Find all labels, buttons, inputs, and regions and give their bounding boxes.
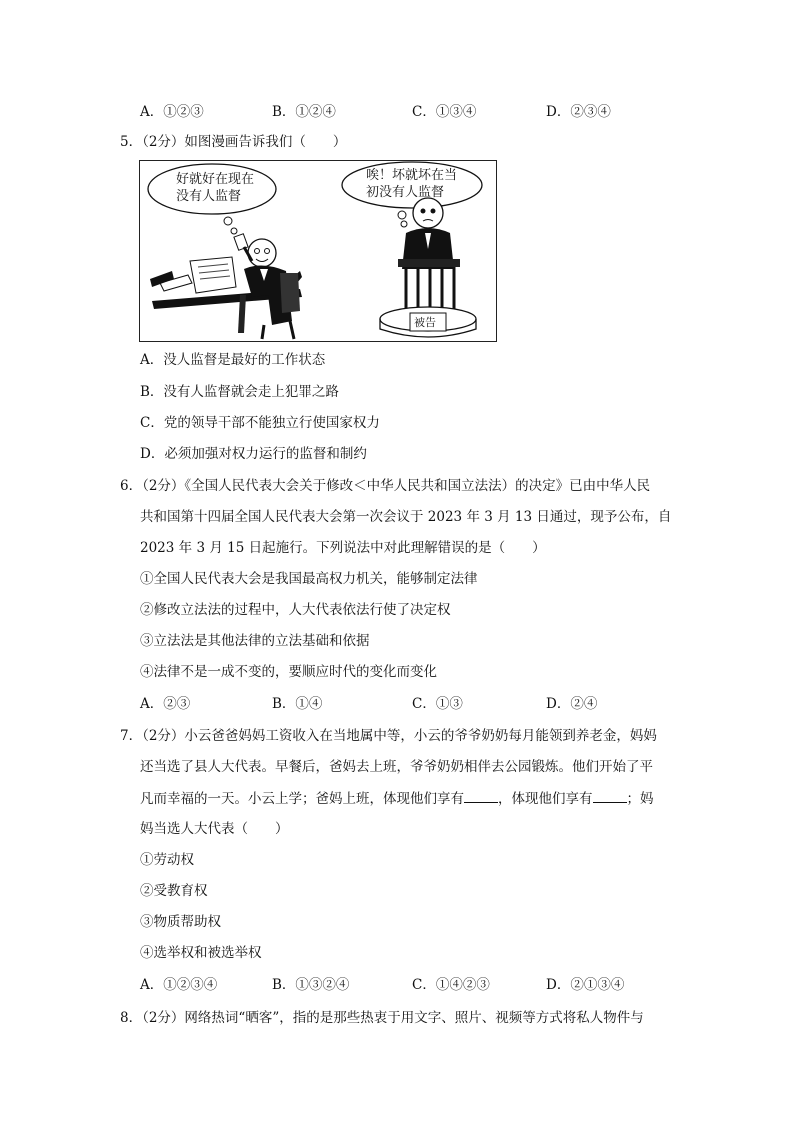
q6-options bbox=[140, 694, 700, 714]
left-bubble-line-2: 没有人监督 bbox=[176, 189, 242, 204]
q7-item-3: ③物质帮助权 bbox=[140, 914, 221, 930]
q7-options bbox=[140, 975, 700, 995]
right-bubble-line-2: 初没有人监督 bbox=[366, 185, 445, 200]
q7-stem-part-3: ；妈 bbox=[626, 791, 654, 807]
q6-item-4: ④法律不是一成不变的，要顺应时代的变化而变化 bbox=[140, 664, 437, 680]
q6-option-a: A．②③ bbox=[140, 696, 191, 712]
defendant-sign: 被告 bbox=[414, 316, 436, 329]
q6-option-c: C．①③ bbox=[412, 696, 463, 712]
q5-stem: 5．（2分）如图漫画告诉我们（ ） bbox=[120, 134, 347, 150]
right-bubble-line-1: 唉！坏就坏在当 bbox=[366, 168, 458, 183]
q7-option-b: B．①③②④ bbox=[272, 977, 350, 993]
q7-stem-line-4: 妈当选人大代表（ ） bbox=[140, 821, 289, 837]
q7-option-d: D．②①③④ bbox=[546, 977, 625, 993]
q6-option-d: D．②④ bbox=[546, 696, 598, 712]
q4-option-d: D．②③④ bbox=[546, 104, 611, 120]
q6-item-2: ②修改立法法的过程中，人大代表依法行使了决定权 bbox=[140, 602, 451, 618]
q5-option-c: C．党的领导干部不能独立行使国家权力 bbox=[140, 415, 380, 431]
q6-stem-line-1: 6．（2分）《全国人民代表大会关于修改＜中华人民共和国立法法）的决定》已由中华人民 bbox=[120, 478, 651, 494]
q7-item-2: ②受教育权 bbox=[140, 883, 208, 899]
q6-item-3: ③立法法是其他法律的立法基础和依据 bbox=[140, 633, 370, 649]
q6-stem-line-2: 共和国第十四届全国人民代表大会第一次会议于 2023 年 3 月 13 日通过，现予公布，自 bbox=[140, 509, 672, 525]
q4-options bbox=[140, 102, 700, 122]
q5-option-d: D．必须加强对权力运行的监督和制约 bbox=[140, 446, 367, 462]
answer-blank-2 bbox=[593, 788, 627, 803]
q8-stem: 8．（2分）网络热词“晒客”，指的是那些热衷于用文字、照片、视频等方式将私人物件与 bbox=[120, 1010, 644, 1026]
q5-option-a: A．没人监督是最好的工作状态 bbox=[140, 352, 326, 368]
q7-stem-part-1: 凡而幸福的一天。小云上学；爸妈上班，体现他们享有 bbox=[140, 791, 464, 807]
q7-option-a: A．①②③④ bbox=[140, 977, 218, 993]
right-thought-bubble bbox=[366, 167, 457, 201]
q7-item-4: ④选举权和被选举权 bbox=[140, 945, 262, 961]
q4-option-a: A．①②③ bbox=[140, 104, 204, 120]
q7-option-c: C．①④②③ bbox=[412, 977, 490, 993]
q4-option-b: B．①②④ bbox=[272, 104, 336, 120]
answer-blank-1 bbox=[464, 788, 498, 803]
q4-option-c: C．①③④ bbox=[412, 104, 477, 120]
q7-item-1: ①劳动权 bbox=[140, 852, 194, 868]
left-thought-bubble bbox=[176, 171, 254, 205]
q7-stem-line-2: 还当选了县人大代表。早餐后，爸妈去上班，爷爷奶奶相伴去公园锻炼。他们开始了平 bbox=[140, 759, 653, 775]
left-bubble-line-1: 好就好在现在 bbox=[176, 172, 255, 187]
q6-item-1: ①全国人民代表大会是我国最高权力机关，能够制定法律 bbox=[140, 571, 478, 587]
q7-stem-line-3 bbox=[140, 788, 654, 809]
q6-stem-line-3: 2023 年 3 月 15 日起施行。下列说法中对此理解错误的是（ ） bbox=[140, 540, 546, 556]
q5-cartoon bbox=[139, 160, 497, 342]
q7-stem-line-1: 7．（2分）小云爸爸妈妈工资收入在当地属中等，小云的爷爷奶奶每月能领到养老金，妈妈 bbox=[120, 728, 657, 744]
q5-option-b: B．没有人监督就会走上犯罪之路 bbox=[140, 384, 339, 400]
q6-option-b: B．①④ bbox=[272, 696, 323, 712]
q7-stem-part-2: ，体现他们享有 bbox=[498, 791, 593, 807]
